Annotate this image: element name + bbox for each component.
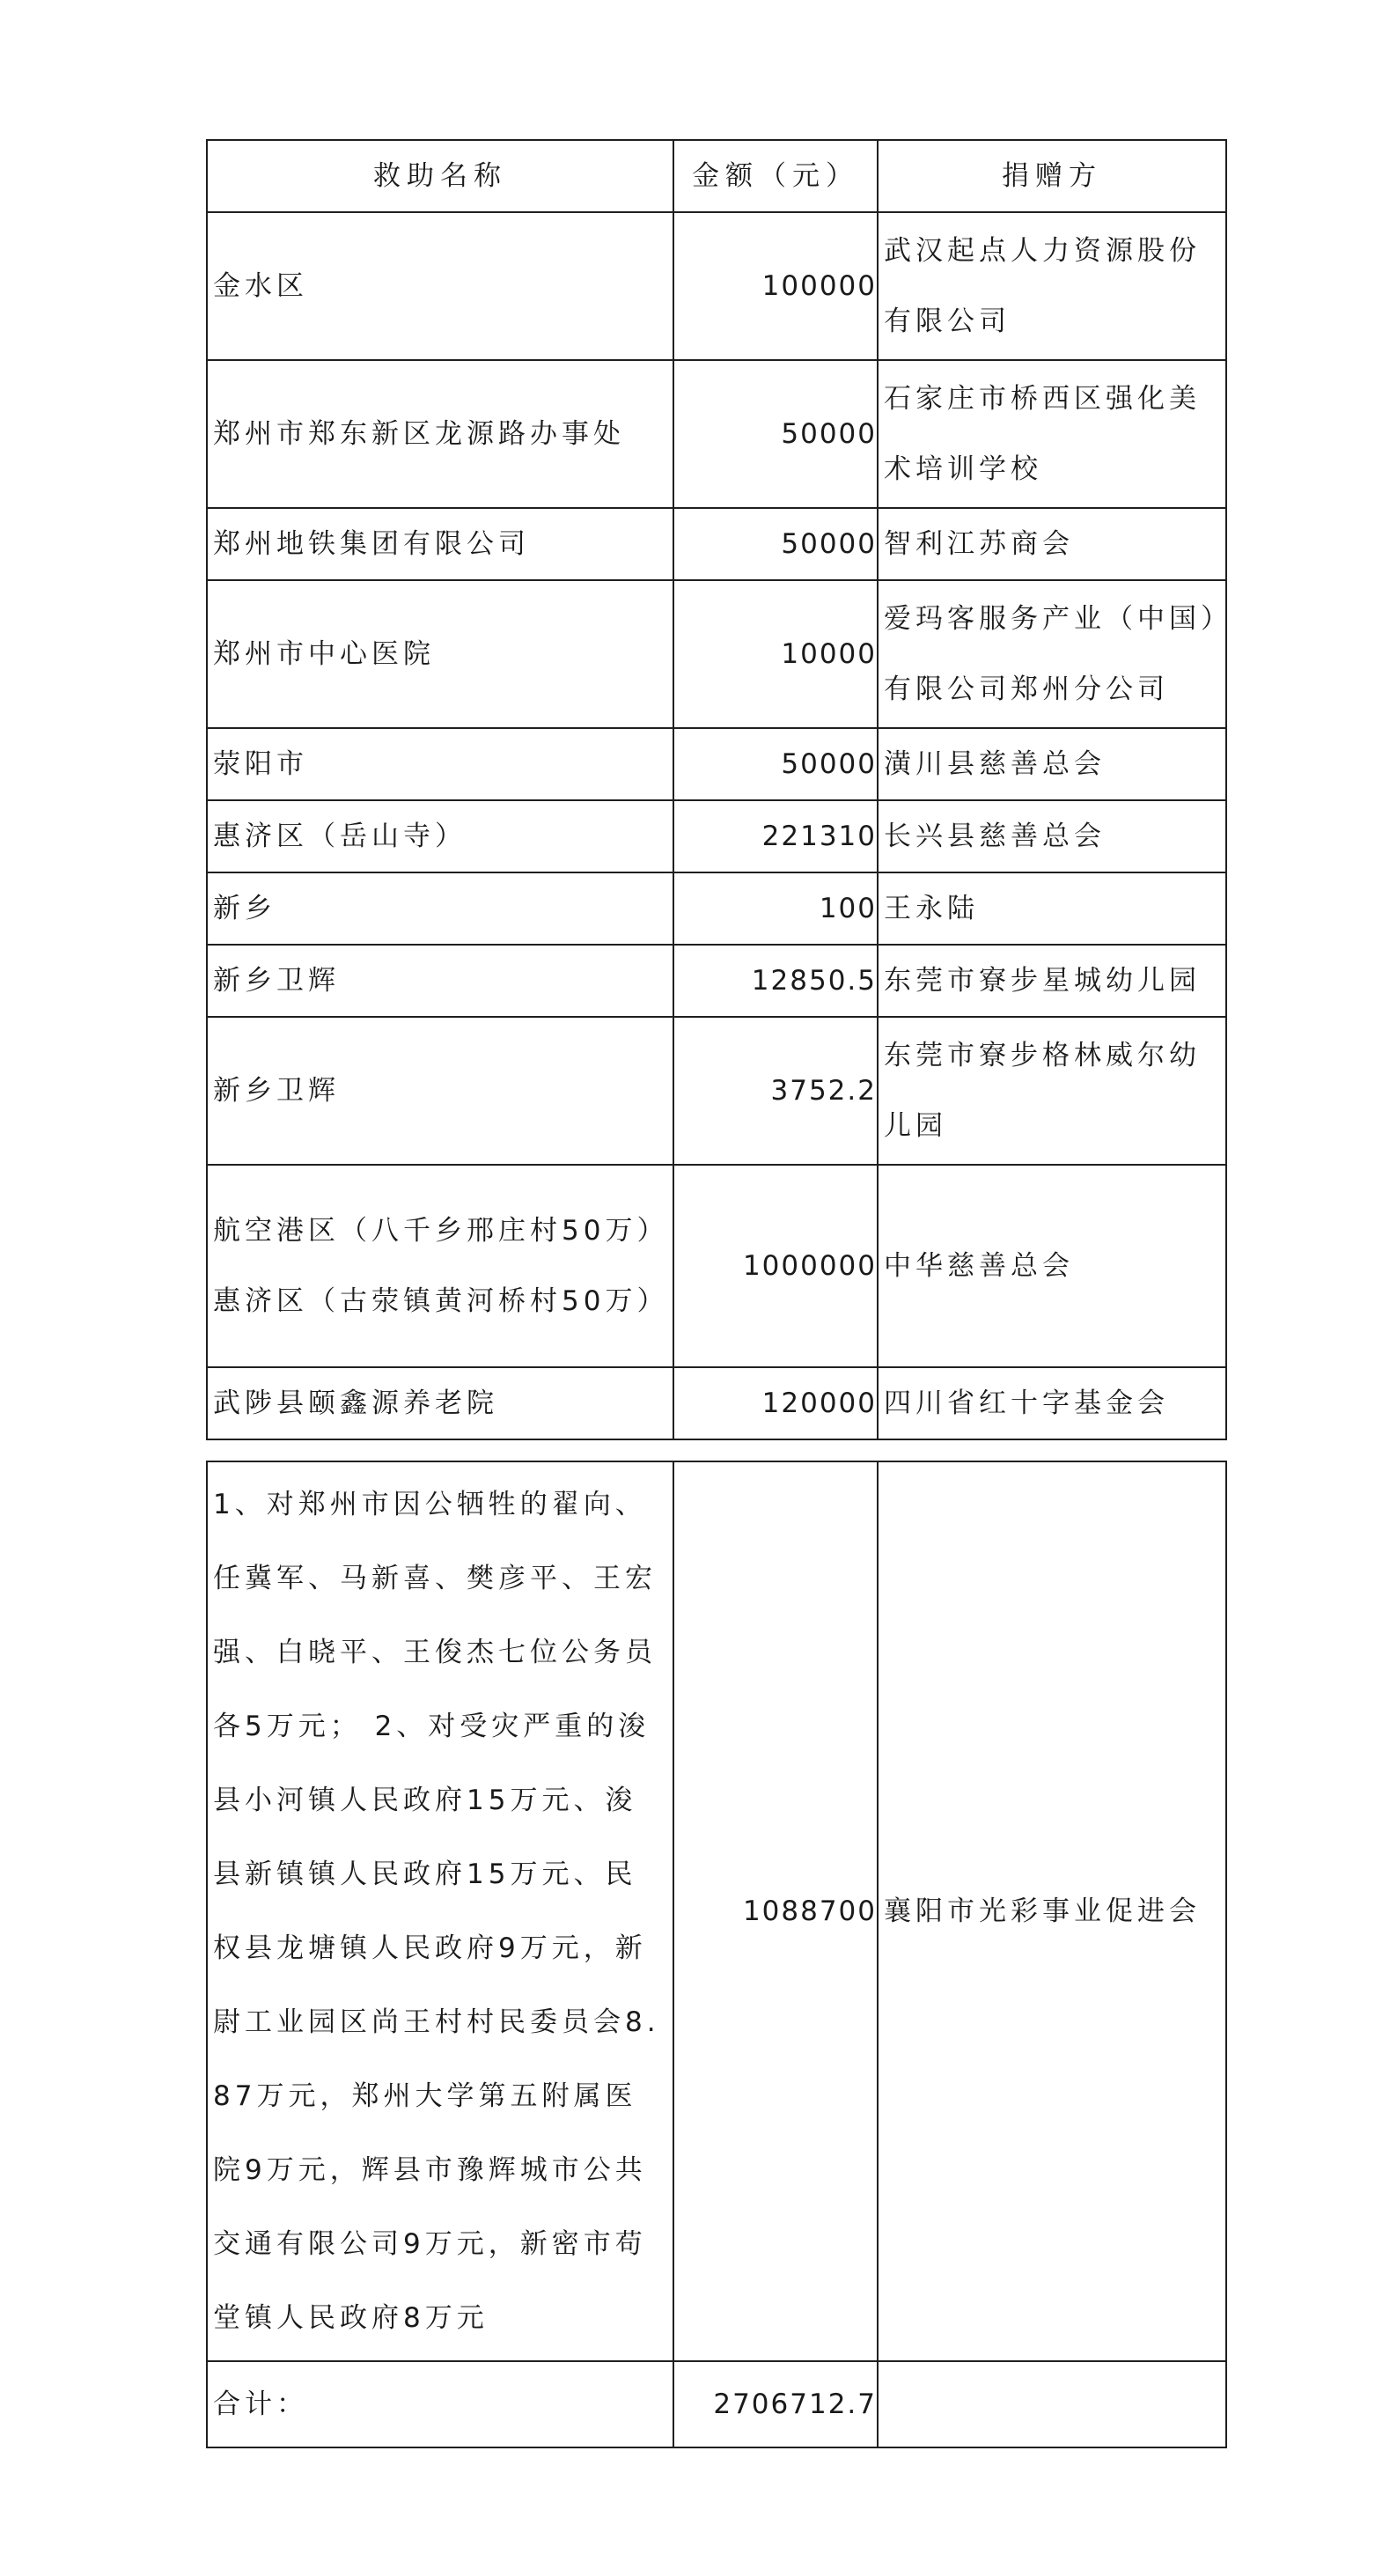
relief-name-cell: 荥阳市	[207, 728, 673, 800]
relief-name-cell: 郑州地铁集团有限公司	[207, 508, 673, 580]
relief-name-cell: 郑州市郑东新区龙源路办事处	[207, 360, 673, 508]
donor-cell: 中华慈善总会	[878, 1165, 1226, 1367]
table-row	[207, 1461, 1226, 2361]
relief-name-cell: 金水区	[207, 212, 673, 360]
table-row	[207, 872, 1226, 945]
donor-cell: 东莞市寮步星城幼儿园	[878, 945, 1226, 1017]
relief-name-cell: 惠济区（岳山寺）	[207, 800, 673, 872]
amount-cell: 12850.5	[673, 945, 878, 1017]
donor-cell: 长兴县慈善总会	[878, 800, 1226, 872]
amount-cell: 120000	[673, 1367, 878, 1439]
table-row	[207, 508, 1226, 580]
amount-cell: 50000	[673, 360, 878, 508]
donor-cell: 爱玛客服务产业（中国）有限公司郑州分公司	[878, 580, 1226, 728]
total-label: 合计：	[207, 2361, 673, 2447]
donor-cell: 智利江苏商会	[878, 508, 1226, 580]
table-row	[207, 945, 1226, 1017]
amount-cell: 100000	[673, 212, 878, 360]
total-amount: 2706712.7	[673, 2361, 878, 2447]
donor-cell: 四川省红十字基金会	[878, 1367, 1226, 1439]
relief-name-cell: 1、对郑州市因公牺牲的翟向、任冀军、马新喜、樊彦平、王宏强、白晓平、王俊杰七位公务员各5万元； 2、对受灾严重的浚县小河镇人民政府15万元、浚县新镇镇人民政府15万元、民权县龙塘镇人民政府9万元，新尉工业园区尚王村村民委员会8.87万元，郑州大学第五附属医院9万元，辉县市豫辉城市公共交通有限公司9万元，新密市苟堂镇人民政府8万元	[207, 1461, 673, 2361]
relief-name-line: 惠济区（古荥镇黄河桥村50万）	[213, 1285, 669, 1317]
amount-cell: 1088700	[673, 1461, 878, 2361]
table-row	[207, 800, 1226, 872]
header-amount: 金额（元）	[673, 140, 878, 212]
table-row	[207, 1165, 1226, 1367]
amount-cell: 3752.2	[673, 1017, 878, 1165]
table-header-row	[207, 140, 1226, 212]
relief-name-cell: 新乡卫辉	[207, 1017, 673, 1165]
donor-cell: 王永陆	[878, 872, 1226, 945]
amount-cell: 221310	[673, 800, 878, 872]
donor-cell: 东莞市寮步格林威尔幼儿园	[878, 1017, 1226, 1165]
donor-cell: 潢川县慈善总会	[878, 728, 1226, 800]
header-donor: 捐赠方	[878, 140, 1226, 212]
amount-cell: 1000000	[673, 1165, 878, 1367]
donation-table-continued	[206, 1461, 1227, 2448]
relief-name-cell: 武陟县颐鑫源养老院	[207, 1367, 673, 1439]
table-row	[207, 728, 1226, 800]
donation-table	[206, 139, 1227, 1440]
total-row	[207, 2361, 1226, 2447]
amount-cell: 50000	[673, 728, 878, 800]
amount-cell: 100	[673, 872, 878, 945]
relief-name-cell: 郑州市中心医院	[207, 580, 673, 728]
amount-cell: 10000	[673, 580, 878, 728]
header-relief-name: 救助名称	[207, 140, 673, 212]
donor-cell: 襄阳市光彩事业促进会	[878, 1461, 1226, 2361]
relief-name-cell	[207, 1165, 673, 1367]
table-row	[207, 1017, 1226, 1165]
table-row	[207, 212, 1226, 360]
relief-name-cell: 新乡卫辉	[207, 945, 673, 1017]
table-row	[207, 580, 1226, 728]
amount-cell: 50000	[673, 508, 878, 580]
total-donor-cell	[878, 2361, 1226, 2447]
relief-name-line: 航空港区（八千乡邢庄村50万）	[213, 1215, 669, 1247]
relief-name-cell: 新乡	[207, 872, 673, 945]
donor-cell: 石家庄市桥西区强化美术培训学校	[878, 360, 1226, 508]
donor-cell: 武汉起点人力资源股份有限公司	[878, 212, 1226, 360]
table-row	[207, 1367, 1226, 1439]
table-row	[207, 360, 1226, 508]
